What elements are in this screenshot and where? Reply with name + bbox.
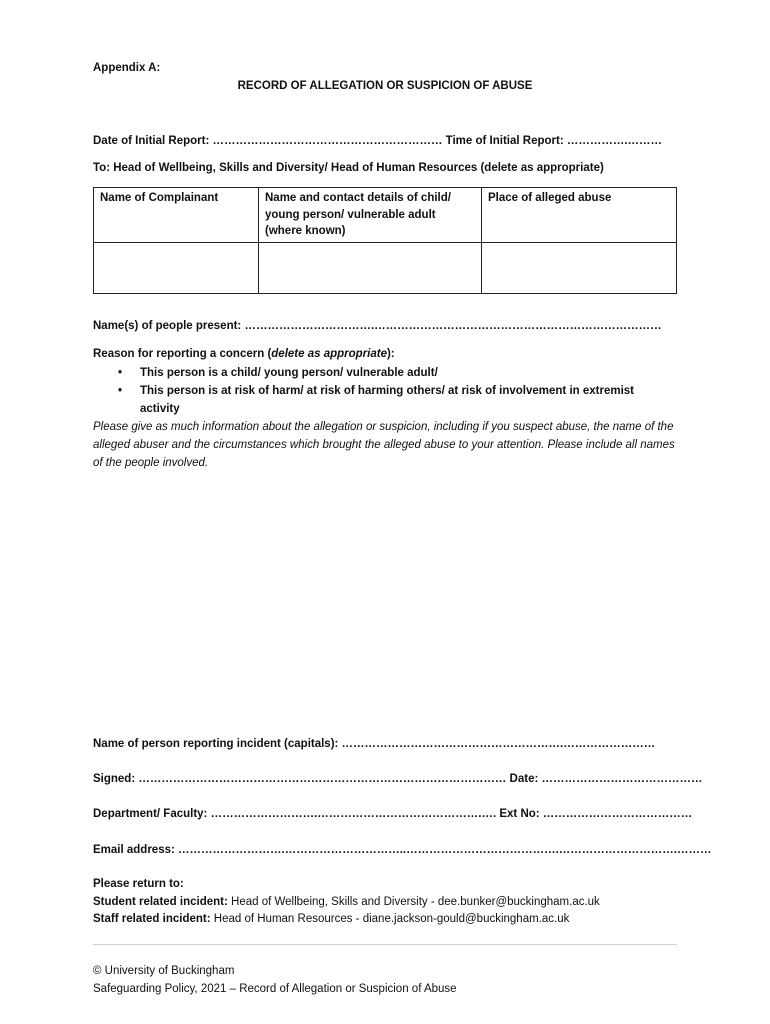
- allegation-details-area[interactable]: [93, 478, 677, 718]
- reason-label-end: ):: [386, 348, 395, 360]
- allegation-details-table: [93, 187, 677, 294]
- staff-return-label: Staff related incident:: [93, 913, 211, 925]
- reason-label-italic: delete as appropriate: [271, 348, 387, 360]
- reason-label-start: Reason for reporting a concern (: [93, 348, 272, 360]
- staff-return-value: Head of Human Resources - diane.jackson-gould@buckingham.ac.uk: [210, 913, 570, 925]
- reason-label: [93, 348, 395, 360]
- footer-policy: Safeguarding Policy, 2021 – Record of Allegation or Suspicion of Abuse: [93, 983, 457, 995]
- student-return-line: [93, 896, 600, 908]
- department-ext-field[interactable]: Department/ Faculty: ……………………….…………………………………….…. Ext No: …………………………………: [93, 808, 693, 820]
- student-return-label: Student related incident:: [93, 896, 228, 908]
- place-of-abuse-cell[interactable]: [482, 242, 677, 293]
- footer-copyright: © University of Buckingham: [93, 965, 235, 977]
- recipient-line: To: Head of Wellbeing, Skills and Diversity/ Head of Human Resources (delete as appropriate): [93, 162, 604, 174]
- reason-option-child[interactable]: [118, 364, 676, 382]
- bullet-icon: •: [118, 385, 123, 397]
- appendix-label: Appendix A:: [93, 62, 161, 74]
- table-header-place: Place of alleged abuse: [482, 188, 677, 243]
- return-heading: Please return to:: [93, 878, 184, 890]
- student-return-value: Head of Wellbeing, Skills and Diversity - dee.bunker@buckingham.ac.uk: [227, 896, 600, 908]
- email-address-field[interactable]: Email address: ……………………….…………………………..………………………………….………………………….………: [93, 844, 712, 856]
- instructions-paragraph: Please give as much information about the allegation or suspicion, including if you suspect abuse, the name of the alleged abuser and the circumstances which brought the alleged abuse to your attention. Please include all names of the people involved.: [93, 421, 675, 469]
- reporter-name-field[interactable]: Name of person reporting incident (capitals): ………………………………………………….……………………: [93, 738, 656, 750]
- footer-divider: [93, 944, 677, 945]
- reason-option-text: This person is a child/ young person/ vulnerable adult/: [140, 367, 438, 379]
- child-details-cell[interactable]: [259, 242, 482, 293]
- table-header-child-details: Name and contact details of child/ young person/ vulnerable adult (where known): [259, 188, 482, 243]
- page-title: RECORD OF ALLEGATION OR SUSPICION OF ABUSE: [237, 80, 533, 92]
- table-header-complainant: Name of Complainant: [94, 188, 259, 243]
- date-time-of-report-field[interactable]: Date of Initial Report: …………………………………………………… Time of Initial Report: …………….………: [93, 135, 663, 147]
- reason-option-risk[interactable]: [118, 382, 676, 418]
- people-present-field[interactable]: Name(s) of people present: …………………………….…………………………………………………………………: [93, 320, 662, 332]
- reason-option-text: This person is at risk of harm/ at risk of harming others/ at risk of involvement in extremist activity: [140, 385, 634, 415]
- complainant-name-cell[interactable]: [94, 242, 259, 293]
- bullet-icon: •: [118, 367, 123, 379]
- reason-options-list: [118, 364, 676, 418]
- signature-date-field[interactable]: Signed: …………………………………………………………………………………… Date: ……………………………………: [93, 773, 703, 785]
- staff-return-line: [93, 913, 569, 925]
